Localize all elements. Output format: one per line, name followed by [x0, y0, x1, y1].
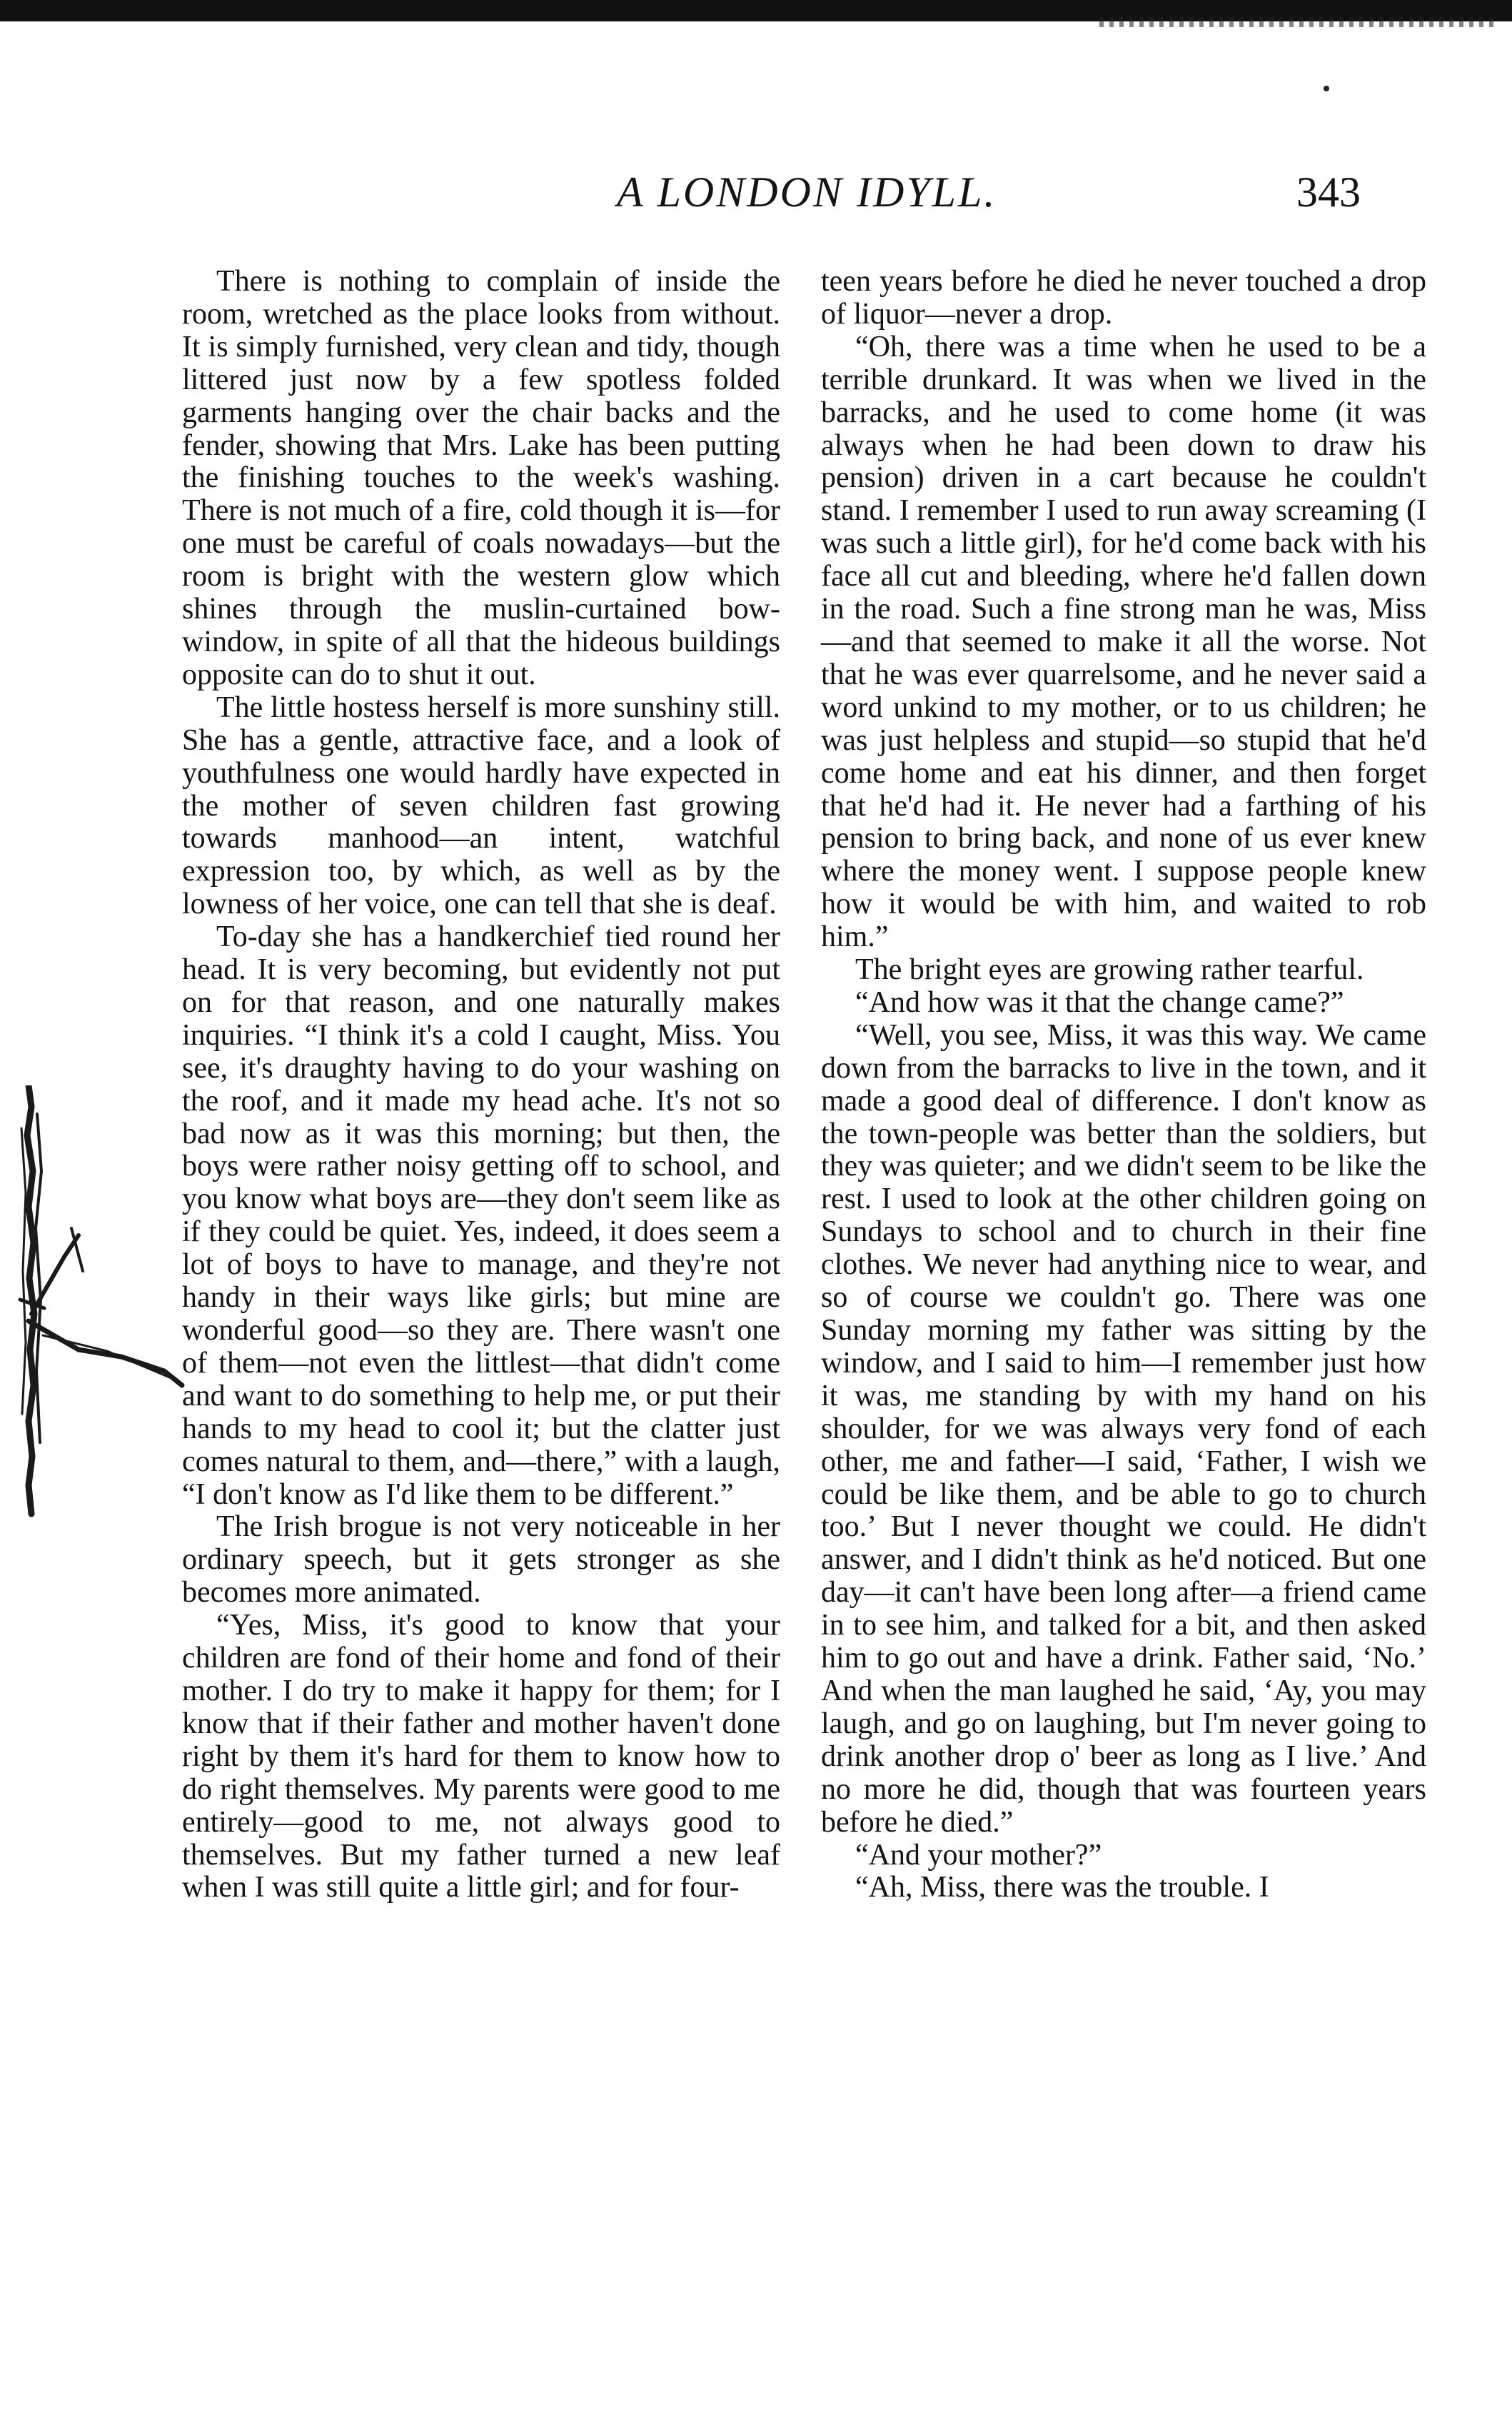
- paragraph: “Well, you see, Miss, it was this way. We came down from the barracks to live in the town, and it made a good deal of difference. I don't know as the town-people was better than the soldiers, but they was quieter; and we didn't seem to be like the rest. I used to look at the other children going on Sundays to school and to church in their fine clothes. We never had anything nice to wear, and so of course we couldn't go. There was one Sunday morning my father was sitting by the window, and I said to him—I remember just how it was, me standing by with my hand on his shoulder, for we was always very fond of each other, me and father—I said, ‘Father, I wish we could be like them, and be able to go to church too.’ But I never thought we could. He didn't answer, and I didn't think as he'd noticed. But one day—it can't have been long after—a friend came in to see him, and talked for a bit, and then asked him to go out and have a drink. Father said, ‘No.’ And when the man laughed he said, ‘Ay, you may laugh, and go on laughing, but I'm never going to drink another drop o' beer as long as I live.’ And no more he did, though that was fourteen years before he died.”: [821, 1018, 1426, 1839]
- right-column: [821, 266, 1426, 1904]
- paragraph: “And your mother?”: [855, 1838, 1102, 1872]
- paragraph: There is nothing to complain of inside the room, wretched as the place looks from without. It is simply furnished, very clean and tidy, though littered just now by a few spotless folded garments hanging over the chair backs and the fender, showing that Mrs. Lake has been putting the finishing touches to the week's washing. There is not much of a fire, cold though it is—for one must be careful of coals nowadays—but the room is bright with the western glow which shines through the muslin-curtained bow-window, in spite of all that the hideous buildings opposite can do to shut it out.: [182, 265, 780, 691]
- handwritten-pencil-mark-icon: [0, 1085, 193, 1535]
- paragraph: “Oh, there was a time when he used to be a terrible drunkard. It was when we lived in the barracks, and he used to come home (it was always when he had been down to draw his pension) driven in a cart because he couldn't stand. I remember I used to run away screaming (I was such a little girl), for he'd come back with his face all cut and bleeding, where he'd fallen down in the road. Such a fine strong man he was, Miss—and that seemed to make it all the worse. Not that he was ever quarrelsome, and he never said a word unkind to my mother, or to us children; he was just helpless and stupid—so stupid that he'd come home and eat his dinner, and then forget that he'd had it. He never had a farthing of his pension to bring back, and none of us ever knew where the money went. I suppose people knew how it would be with him, and waited to rob him.”: [821, 330, 1426, 954]
- left-column: [182, 266, 780, 1904]
- paragraph: “And how was it that the change came?”: [855, 985, 1344, 1019]
- top-border-fade: [1099, 17, 1499, 27]
- paragraph: The bright eyes are growing rather tearful.: [855, 953, 1364, 987]
- running-title: A LONDON IDYLL.: [617, 169, 997, 216]
- paragraph: To-day she has a handkerchief tied round her head. It is very becoming, but evidently not put on for that reason, and one naturally makes inquiries. “I think it's a cold I caught, Miss. You see, it's draughty having to do your washing on the roof, and it made my head ache. It's not so bad now as it was this morning; but then, the boys were rather noisy getting off to school, and you know what boys are—they don't seem like as if they could be quiet. Yes, indeed, it does seem a lot of boys to have to manage, and they're not handy in their ways like girls; but mine are wonderful good—so they are. There wasn't one of them—not even the littlest—that didn't come and want to do something to help me, or put their hands to my head to cool it; but the clatter just comes natural to them, and—there,” with a laugh, “I don't know as I'd like them to be different.”: [182, 920, 780, 1511]
- paragraph: The Irish brogue is not very noticeable in her ordinary speech, but it gets stronger as she becomes more animated.: [182, 1510, 780, 1610]
- paragraph: “Yes, Miss, it's good to know that your children are fond of their home and fond of their mother. I do try to make it happy for them; for I know that if their father and mother haven't done right by them it's hard for them to know how to do right themselves. My parents were good to me entirely—good to me, not always good to themselves. But my father turned a new leaf when I was still quite a little girl; and for four-: [182, 1609, 780, 1904]
- page-number: 343: [1296, 169, 1361, 216]
- paragraph: teen years before he died he never touched a drop of liquor—never a drop.: [821, 265, 1426, 331]
- ink-speck: [1324, 86, 1329, 91]
- paragraph: The little hostess herself is more sunshiny still. She has a gentle, attractive face, and a look of youthfulness one would hardly have expected in the mother of seven children fast growing towards manhood—an intent, watchful expression too, by which, as well as by the lowness of her voice, one can tell that she is deaf.: [182, 691, 780, 921]
- paragraph: “Ah, Miss, there was the trouble. I: [855, 1871, 1269, 1904]
